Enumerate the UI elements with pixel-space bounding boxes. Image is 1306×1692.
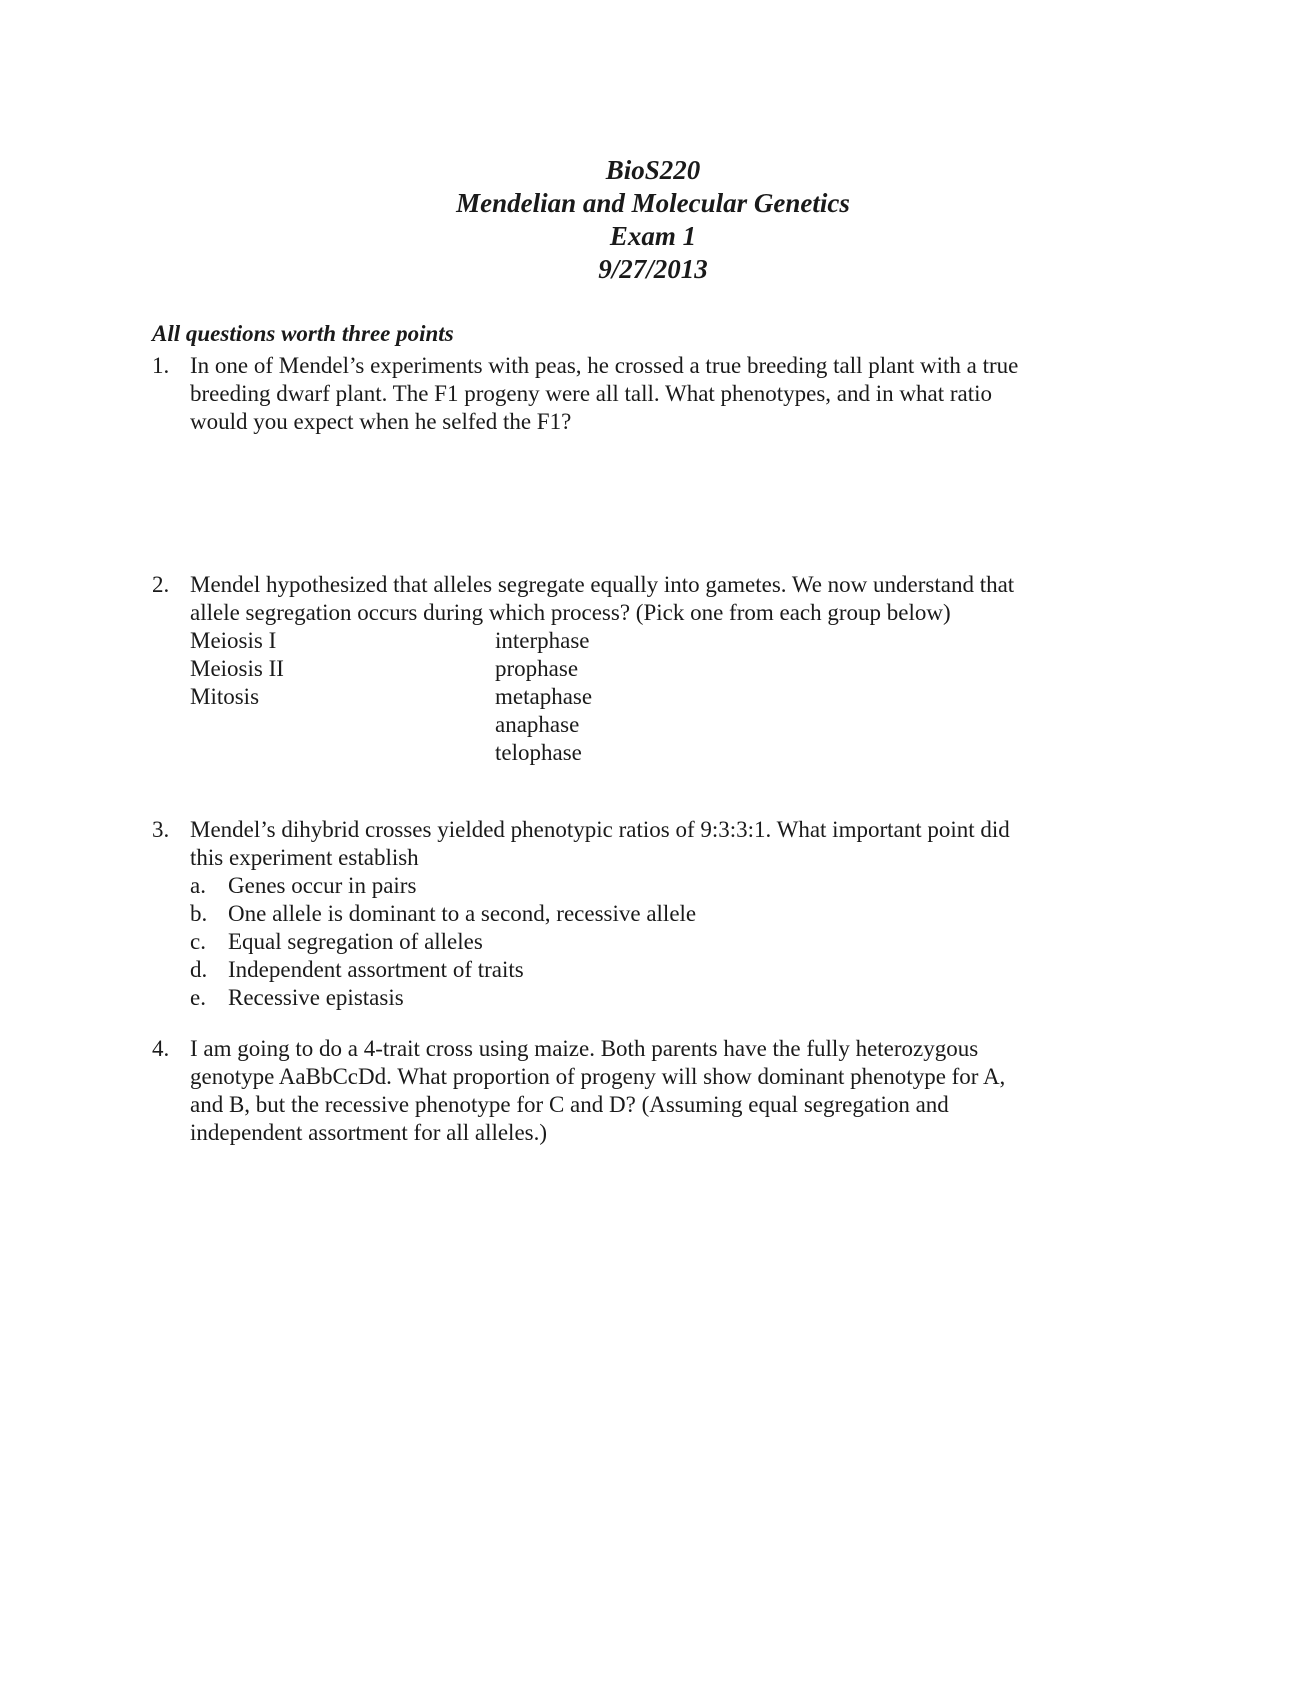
question-1 xyxy=(152,352,1132,436)
division-option: Mitosis xyxy=(190,684,260,709)
phase-group xyxy=(495,627,592,767)
question-text xyxy=(190,816,1132,872)
exam-name: Exam 1 xyxy=(609,221,697,251)
points-note: All questions worth three points xyxy=(152,321,454,346)
phase-option: metaphase xyxy=(495,684,593,709)
exam-date: 9/27/2013 xyxy=(598,254,708,284)
question-line: this experiment establish xyxy=(190,845,419,870)
option-c xyxy=(190,928,1132,956)
phase-option: anaphase xyxy=(495,712,580,737)
phase-option: telophase xyxy=(495,740,582,765)
question-line: independent assortment for all alleles.) xyxy=(190,1120,548,1145)
question-line: and B, but the recessive phenotype for C and D? (Assuming equal segregation and xyxy=(190,1092,949,1117)
question-text xyxy=(190,571,1132,627)
phase-option: prophase xyxy=(495,656,579,681)
answer-groups xyxy=(190,627,1132,767)
division-option: Meiosis I xyxy=(190,628,277,653)
question-number: 2. xyxy=(152,572,170,597)
question-2 xyxy=(152,571,1132,767)
option-d xyxy=(190,956,1132,984)
question-3 xyxy=(152,816,1132,1012)
answer-options xyxy=(190,872,1132,1012)
course-title: Mendelian and Molecular Genetics xyxy=(456,188,850,218)
question-number: 4. xyxy=(152,1036,170,1061)
option-a xyxy=(190,872,1132,900)
division-option: Meiosis II xyxy=(190,656,284,681)
question-line: allele segregation occurs during which process? (Pick one from each group below) xyxy=(190,600,951,625)
option-letter: b. xyxy=(190,901,208,926)
question-line: Mendel hypothesized that alleles segregate equally into gametes. We now understand that xyxy=(190,572,1015,597)
option-letter: c. xyxy=(190,929,206,954)
option-text: One allele is dominant to a second, recessive allele xyxy=(228,901,697,926)
course-code: BioS220 xyxy=(605,155,701,185)
question-line: In one of Mendel’s experiments with peas, he crossed a true breeding tall plant with a true xyxy=(190,353,1019,378)
option-text: Equal segregation of alleles xyxy=(228,929,483,954)
question-text xyxy=(190,1035,1132,1147)
option-text: Genes occur in pairs xyxy=(228,873,417,898)
option-text: Recessive epistasis xyxy=(228,985,404,1010)
option-letter: d. xyxy=(190,957,208,982)
option-text: Independent assortment of traits xyxy=(228,957,524,982)
question-line: I am going to do a 4-trait cross using maize. Both parents have the fully heterozygous xyxy=(190,1036,979,1061)
option-letter: a. xyxy=(190,873,206,898)
question-line: genotype AaBbCcDd. What proportion of progeny will show dominant phenotype for A, xyxy=(190,1064,1006,1089)
question-number: 1. xyxy=(152,353,170,378)
phase-option: interphase xyxy=(495,628,590,653)
question-number: 3. xyxy=(152,817,170,842)
option-b xyxy=(190,900,1132,928)
option-e xyxy=(190,984,1132,1012)
question-4 xyxy=(152,1035,1132,1147)
division-group xyxy=(190,627,284,711)
question-line: breeding dwarf plant. The F1 progeny were all tall. What phenotypes, and in what ratio xyxy=(190,381,993,406)
exam-header xyxy=(0,154,1306,286)
question-line: would you expect when he selfed the F1? xyxy=(190,409,572,434)
question-line: Mendel’s dihybrid crosses yielded phenotypic ratios of 9:3:3:1. What important point did xyxy=(190,817,1010,842)
option-letter: e. xyxy=(190,985,206,1010)
question-text xyxy=(190,352,1132,436)
